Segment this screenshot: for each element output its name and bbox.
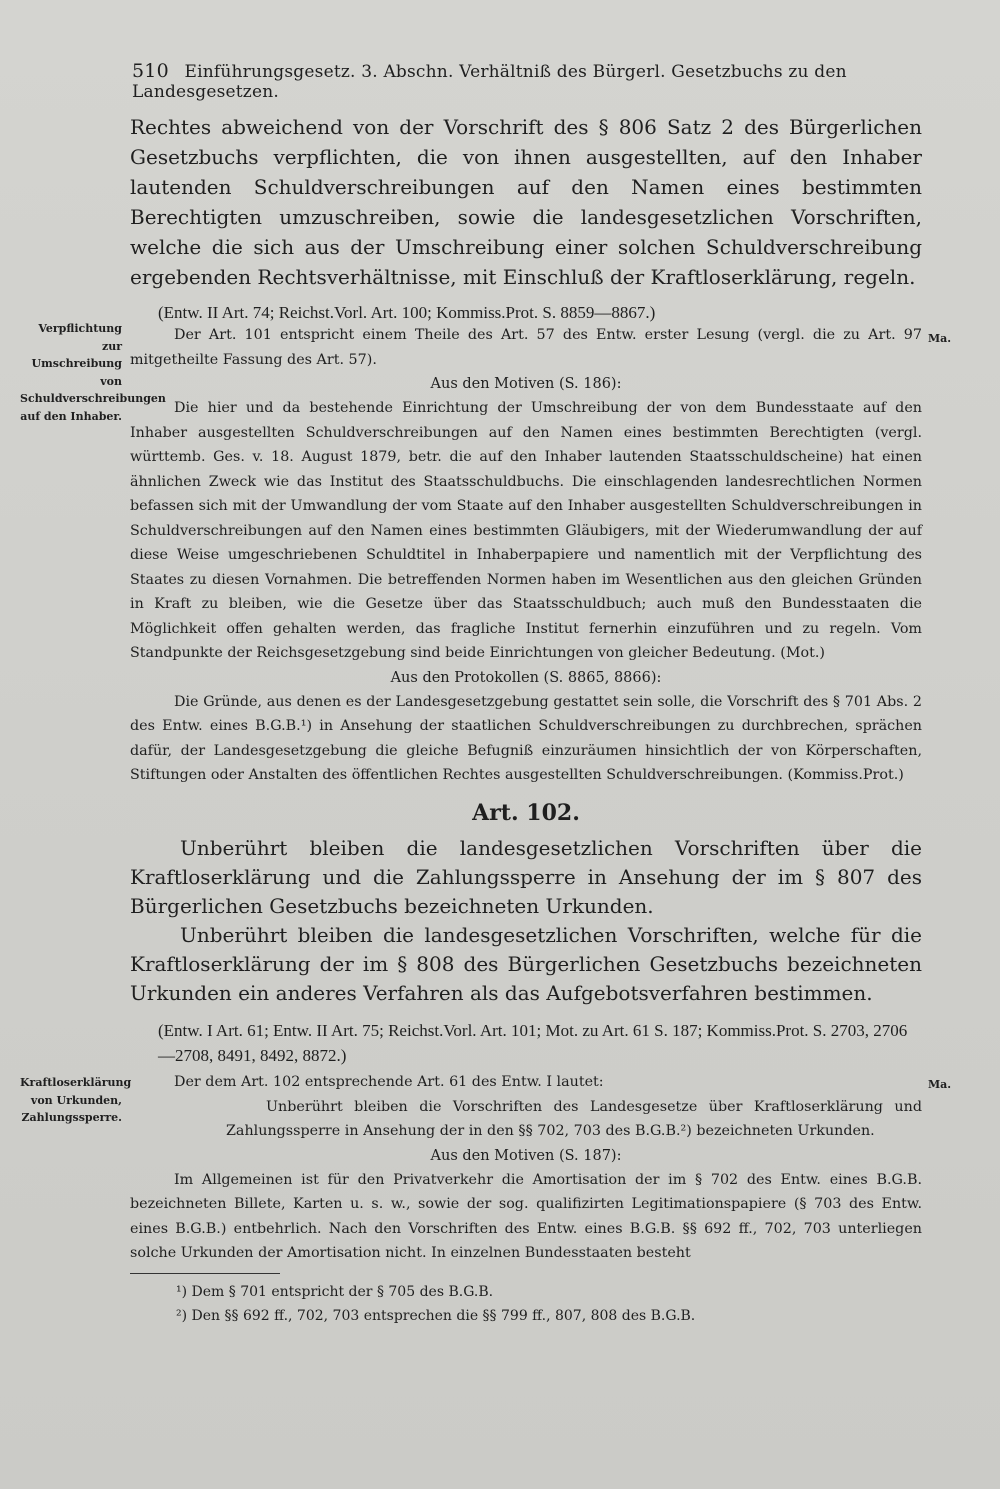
art101-body: Rechtes abweichend von der Vorschrift des § 806 Satz 2 des Bürgerlichen Gesetzbuchs verpflichten, die von ihnen ausgestellten, auf den Inhaber lautenden Schuldverschreibungen auf den Namen eines bestimmten Berechtigten umzuschreiben, sowie die landesgesetzlichen Vorschriften, welche die sich aus der Umschreibung einer solchen Schuldverschreibung ergebenden Rechtsverhältnisse, mit Einschluß der Kraftloserklärung, regeln. — [130, 115, 922, 289]
motive-heading-186: Aus den Motiven (S. 186): — [430, 376, 622, 392]
running-title: Einführungsgesetz. 3. Abschn. Verhältniß des Bürgerl. Gesetzbuchs zu den Landesgesetzen. — [132, 62, 847, 102]
art102-commentary — [130, 1070, 922, 1266]
protocol-heading: Aus den Protokollen (S. 8865, 8866): — [390, 669, 662, 686]
running-header — [132, 60, 872, 102]
art102-paragraph-1: Unberührt bleiben die landesgesetzlichen Vorschriften über die Kraftloserklärung und die Zahlungssperre in Ansehung der im § 807 des Bürgerlichen Gesetzbuchs bezeichneten Urkunden. — [130, 836, 922, 918]
art102-intro: Der dem Art. 102 entsprechende Art. 61 des Entw. I lautet: — [174, 1074, 604, 1090]
protocol-text: Die Gründe, aus denen es der Landesgesetzgebung gestattet sein solle, die Vorschrift des § 701 Abs. 2 des Entw. eines B.G.B.¹) in Ansehung der staatlichen Schuldverschreibungen zu durchbrechen, sprächen dafür, der Landesgesetzgebung die gleiche Befugniß einzuräumen hinsichtlich der von Körperschaften, Stiftungen oder Anstalten des öffentlichen Rechtes ausgestellten Schuldverschreibungen. (Kommiss.Prot.) — [130, 693, 922, 783]
article-102-heading: Art. 102. — [472, 800, 580, 826]
footnote-rule — [130, 1273, 280, 1274]
margin-mark-ma: Ma. — [928, 332, 952, 345]
art101-reference: (Entw. II Art. 74; Reichst.Vorl. Art. 100; Kommiss.Prot. S. 8859—8867.) — [158, 303, 656, 322]
motive-heading-187: Aus den Motiven (S. 187): — [430, 1147, 622, 1164]
art101-commentary — [130, 323, 922, 788]
motive-text-187: Im Allgemeinen ist für den Privatverkehr die Amortisation der im § 702 des Entw. eines B.G.B. bezeichneten Billete, Karten u. s. w., sowie der sog. qualifizirten Legitimationspapiere (§ 703 des Entw. eines B.G.B.) entbehrlich. Nach den Vorschriften des Entw. eines B.G.B. §§ 692 ff., 702, 703 unterliegen solche Urkunden der Amortisation nicht. In einzelnen Bundesstaaten besteht — [130, 1171, 922, 1261]
art61-quote: Unberührt bleiben die Vorschriften des Landesgesetze über Kraftloserklärung und Zahlungssperre in Ansehung der in den §§ 702, 703 des B.G.B.²) bezeichneten Urkunden. — [226, 1098, 922, 1139]
article-101-text — [130, 112, 922, 325]
article-102-text — [130, 834, 922, 1068]
margin-note-kraftloserklaerung: Kraftloserklärung von Urkunden, Zahlungssperre. — [20, 1076, 132, 1124]
page-number: 510 — [132, 60, 169, 82]
art102-paragraph-2: Unberührt bleiben die landesgesetzlichen Vorschriften, welche für die Kraftloserklärung der im § 808 des Bürgerlichen Gesetzbuchs bezeichneten Urkunden ein anderes Verfahren als das Aufgebotsverfahren bestimmen. — [130, 923, 922, 1005]
margin-mark-ma-2: Ma. — [928, 1078, 952, 1091]
art101-intro: Der Art. 101 entspricht einem Theile des Art. 57 des Entw. erster Lesung (vergl. die zu Art. 97 mitgetheilte Fassung des Art. 57). — [130, 327, 922, 368]
footnote-1: ¹) Dem § 701 entspricht der § 705 des B.G.B. — [176, 1284, 494, 1300]
footnotes — [176, 1280, 896, 1328]
motive-text-186: Die hier und da bestehende Einrichtung der Umschreibung der von dem Bundesstaate auf den Inhaber ausgestellten Schuldverschreibungen auf den Namen eines bestimmten Berechtigten (vergl. württemb. Ges. v. 18. August 1879, betr. die auf den Inhaber lautenden Staatsschuldscheine) hat einen ähnlichen Zweck wie das Institut des Staatsschuldbuchs. Die einschlagenden landesrechtlichen Normen befassen sich mit der Umwandlung der vom Staate auf den Inhaber ausgestellten Schuldverschreibungen in Schuldverschreibungen auf den Namen eines bestimmten Gläubigers, mit der Wiederumwandlung der auf diese Weise umgeschriebenen Schuldtitel in Inhaberpapiere und namentlich mit der Verpflichtung des Staates zu diesen Vornahmen. Die betreffenden Normen haben im Wesentlichen aus den gleichen Gründen in Kraft zu bleiben, wie die Gesetze über das Staatsschuldbuch; auch muß den Bundesstaaten die Möglichkeit offen gehalten werden, das fragliche Institut fernerhin einzuführen und zu regeln. Vom Standpunkte der Reichsgesetzgebung sind beide Einrichtungen von gleicher Bedeutung. (Mot.) — [130, 400, 922, 661]
margin-note-umschreibung: Verpflichtung zur Umschreibung von Schuldverschreibungen auf den Inhaber. — [20, 322, 166, 423]
footnote-2: ²) Den §§ 692 ff., 702, 703 entsprechen die §§ 799 ff., 807, 808 des B.G.B. — [176, 1308, 696, 1324]
art102-reference: (Entw. I Art. 61; Entw. II Art. 75; Reichst.Vorl. Art. 101; Mot. zu Art. 61 S. 187; Kommiss.Prot. S. 2703, 2706—2708, 8491, 8492, 8872.) — [158, 1021, 908, 1065]
